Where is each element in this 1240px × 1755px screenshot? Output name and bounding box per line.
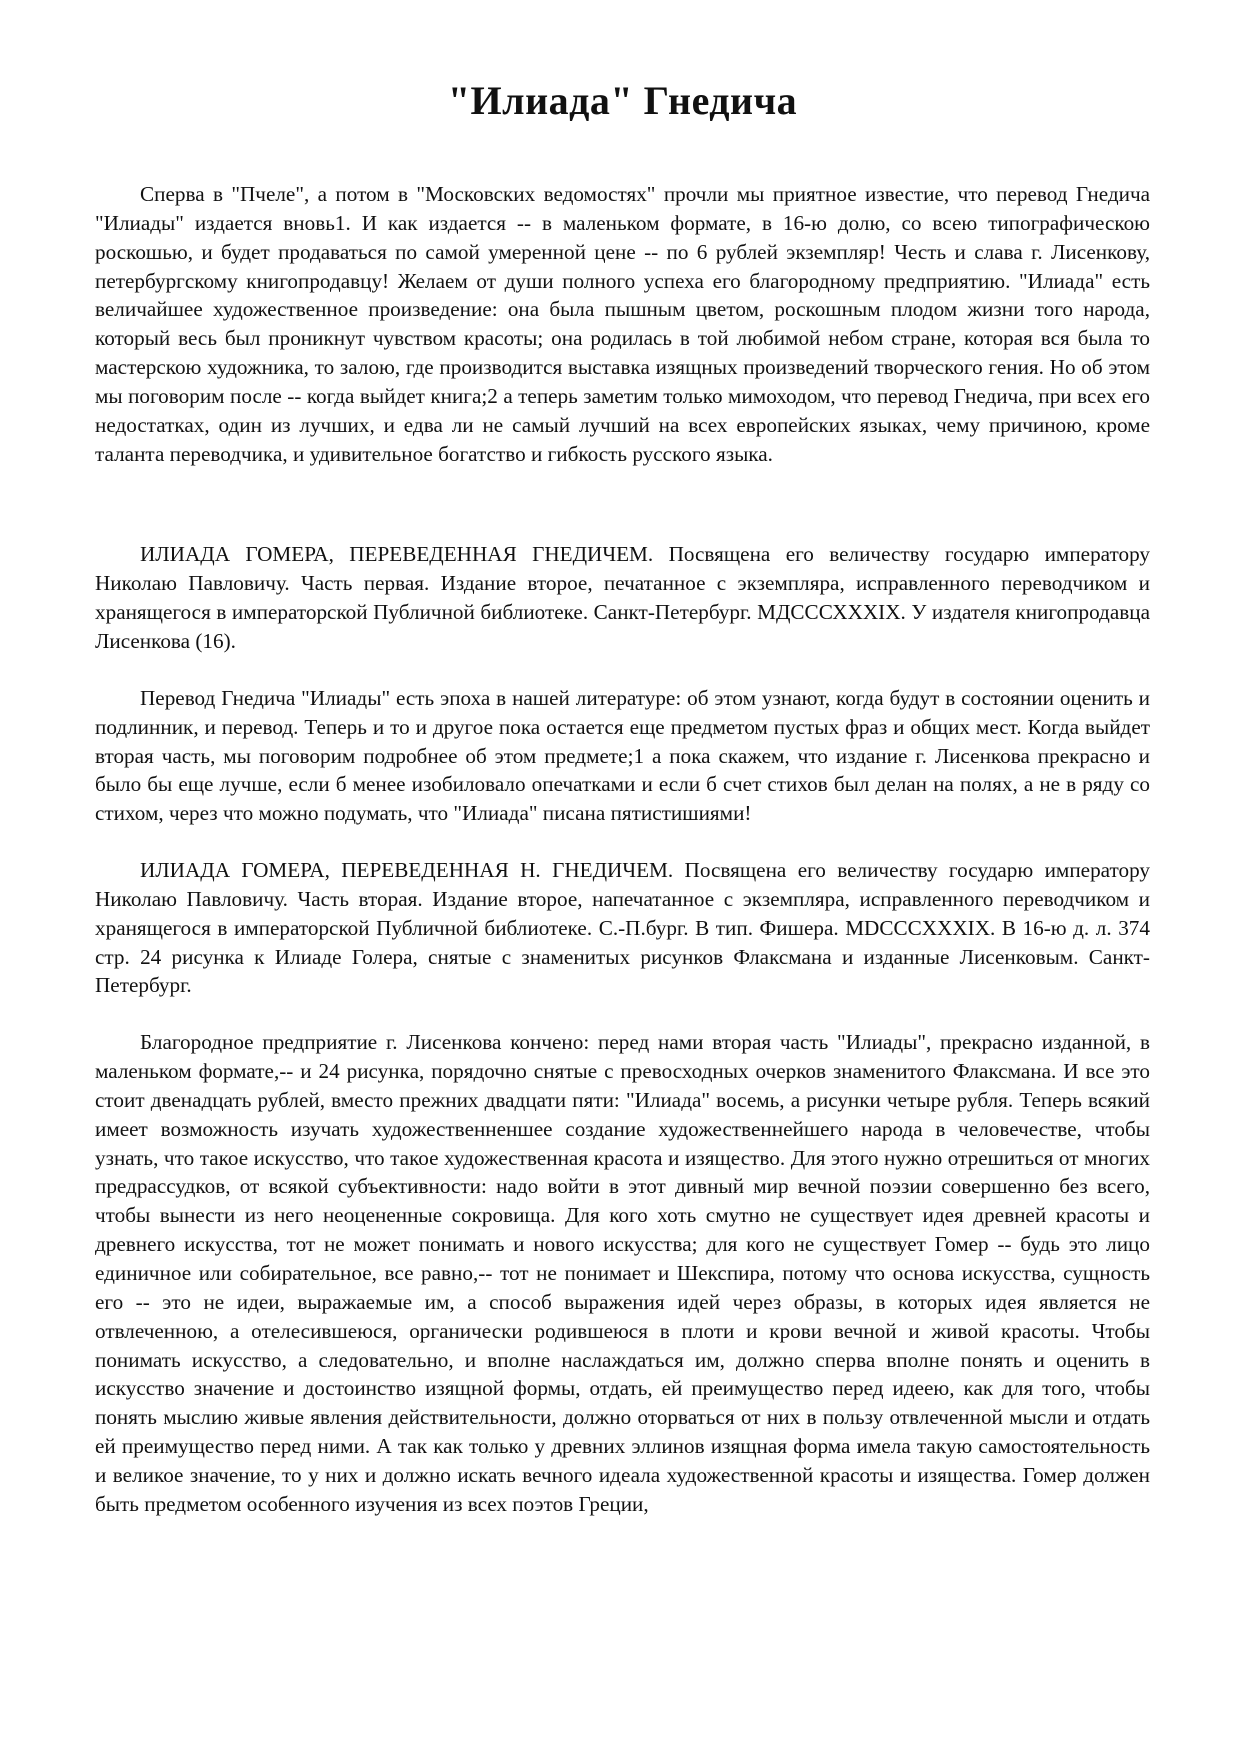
document-page — [95, 0, 1150, 1519]
paragraph-book-entry-part-one: ИЛИАДА ГОМЕРА, ПЕРЕВЕДЕННАЯ ГНЕДИЧЕМ. Посвящена его величеству государю императору Николаю Павловичу. Часть первая. Издание второе, печатанное с экземпляра, исправленного переводчиком и хранящегося в императорской Публичной библиотеке. Санкт-Петербург. МДСССХХХIХ. У издателя книгопродавца Лисенкова (16). — [95, 542, 1150, 653]
paragraph-review-part-one: Перевод Гнедича "Илиады" есть эпоха в нашей литературе: об этом узнают, когда будут в состоянии оценить и подлинник, и перевод. Теперь и то и другое пока остается еще предметом пустых фраз и общих мест. Когда выйдет вторая часть, мы поговорим подробнее об этом предмете;1 а пока скажем, что издание г. Лисенкова прекрасно и было бы еще лучше, если б менее изобиловало опечатками и если б счет стихов был делан на полях, а не в ряду со стихом, через что можно подумать, что "Илиада" писана пятистишиями! — [95, 685, 1150, 826]
document-title: "Илиада" Гнедича — [447, 78, 798, 123]
paragraph-review-part-two: Благородное предприятие г. Лисенкова кончено: перед нами вторая часть "Илиады", прекрасно изданной, в маленьком формате,-- и 24 рисунка, порядочно снятые с превосходных очерков знаменитого Флаксмана. И все это стоит двенадцать рублей, вместо прежних двадцати пяти: "Илиада" восемь, а рисунки четыре рубля. Теперь всякий имеет возможность изучать художественненшее создание художественнейшего народа в человечестве, чтобы узнать, что такое искусство, что такое художественная красота и изящество. Для этого нужно отрешиться от многих предрассудков, от всякой субъективности: надо войти в этот дивный мир вечной поэзии совершенно без всего, чтобы вынести из него неоцененные сокровища. Для кого хоть смутно не существует идея древней красоты и древнего искусства, тот не может понимать и нового искусства; для кого не существует Гомер -- будь это лицо единичное или собирательное, все равно,-- тот не понимает и Шекспира, потому что основа искусства, сущность его -- это не идеи, выражаемые им, а способ выражения идей через образы, в которых идея является не отвлеченною, а отелесившеюся, органически родившеюся в плоти и крови вечной и живой красоты. Чтобы понимать искусство, а следовательно, и вполне наслаждаться им, должно сперва вполне понять и оценить в искусство значение и достоинство изящной формы, отдать, ей преимущество перед идеею, как для того, чтобы понять мыслию живые явления действительности, должно оторваться от них в пользу отвлеченной мысли и отдать ей преимущество перед ними. А так как только у древних эллинов изящная форма имела такую самостоятельность и великое значение, то у них и должно искать вечного идеала художественной красоты и изящества. Гомер должен быть предметом особенного изучения из всех поэтов Греции, — [95, 1030, 1150, 1516]
paragraph-book-entry-part-two: ИЛИАДА ГОМЕРА, ПЕРЕВЕДЕННАЯ Н. ГНЕДИЧЕМ. Посвящена его величеству государю императору Николаю Павловичу. Часть вторая. Издание второе, напечатанное с экземпляра, исправленного переводчиком и хранящегося в императорской Публичной библиотеке. С.-П.бург. В тип. Фишера. MDCCCXXXIX. В 16-ю д. л. 374 стр. 24 рисунка к Илиаде Голера, снятые с знаменитых рисунков Флаксмана и изданные Лисенковым. Санкт-Петербург. — [95, 858, 1150, 998]
paragraph-intro: Сперва в "Пчеле", а потом в "Московских ведомостях" прочли мы приятное известие, что перевод Гнедича "Илиады" издается вновь1. И как издается -- в маленьком формате, в 16-ю долю, со всею типографическою роскошью, и будет продаваться по самой умеренной цене -- по 6 рублей экземпляр! Честь и слава г. Лисенкову, петербургскому книгопродавцу! Желаем от души полного успеха его благородному предприятию. "Илиада" есть величайшее художественное произведение: она была пышным цветом, роскошным плодом жизни того народа, который весь был проникнут чувством красоты; она родилась в той любимой небом стране, которая вся была то мастерскою художника, то залою, где производится выставка изящных произведений творческого гения. Но об этом мы поговорим после -- когда выйдет книга;2 а теперь заметим только мимоходом, что перевод Гнедича, при всех его недостатках, один из лучших, и едва ли не самый лучший на всех европейских языках, чему причиною, кроме таланта переводчика, и удивительное богатство и гибкость русского языка. — [95, 182, 1150, 466]
